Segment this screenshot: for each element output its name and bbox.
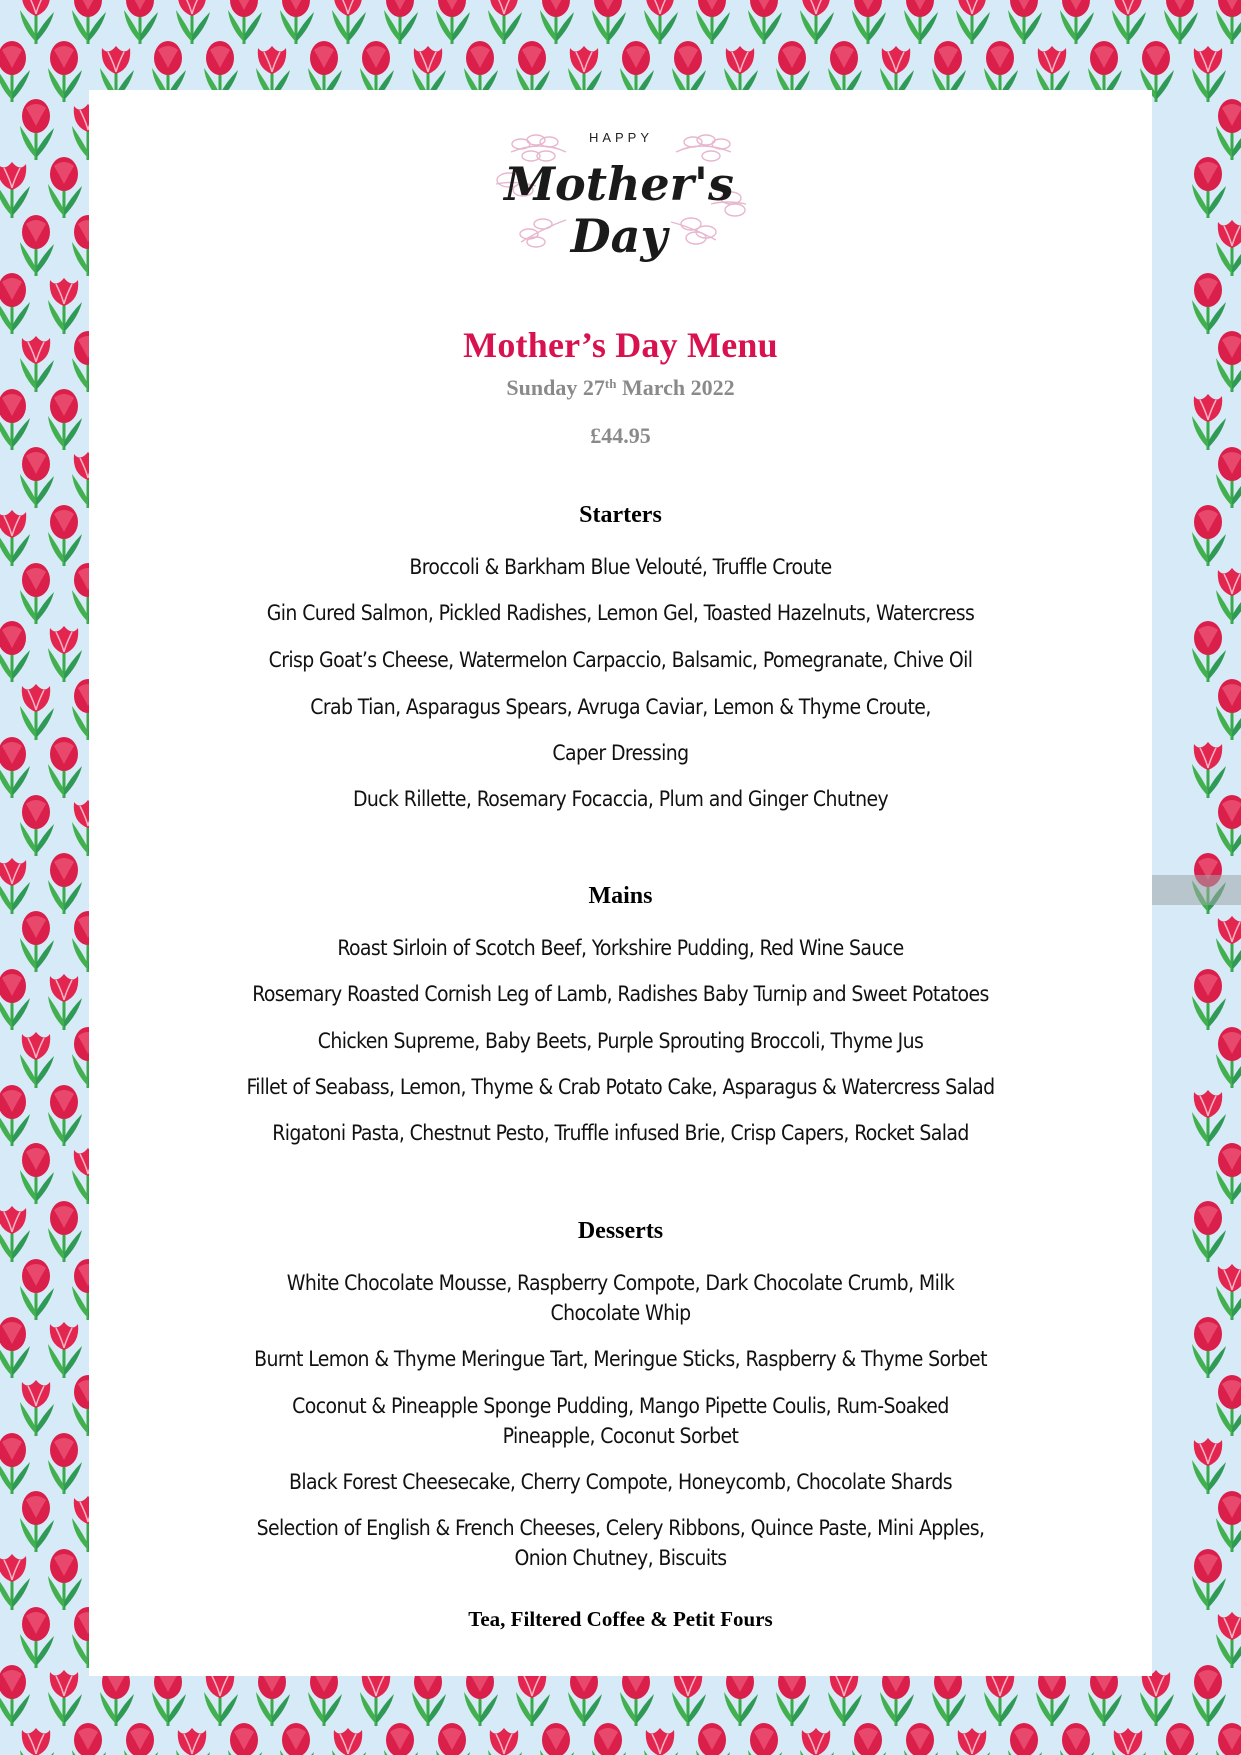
- menu-title: Mother’s Day Menu: [463, 325, 778, 365]
- menu-item: Gin Cured Salmon, Pickled Radishes, Lemon Gel, Toasted Hazelnuts, Watercress: [266, 601, 975, 625]
- tulip-icon: [846, 1720, 890, 1755]
- tulip-icon: [0, 38, 34, 102]
- tulip-icon: [170, 1720, 214, 1755]
- menu-date: Sunday 27th March 2022: [506, 375, 735, 400]
- tulip-icon: [42, 1662, 86, 1726]
- happy-mothers-day-logo: [491, 112, 751, 282]
- tulip-icon: [378, 1720, 422, 1755]
- menu-item: Burnt Lemon & Thyme Meringue Tart, Meringue Sticks, Raspberry & Thyme Sorbet: [254, 1347, 987, 1371]
- menu-item: Fillet of Seabass, Lemon, Thyme & Crab Potato Cake, Asparagus & Watercress Salad: [246, 1075, 995, 1099]
- tulip-icon: [0, 1662, 34, 1726]
- tulip-icon: [1186, 38, 1230, 102]
- tulip-icon: [1210, 444, 1241, 508]
- svg-text:Mother's: Mother's: [504, 157, 734, 211]
- menu-item: Duck Rillette, Rosemary Focaccia, Plum and Ginger Chutney: [352, 787, 889, 811]
- menu-item: Onion Chutney, Biscuits: [514, 1546, 727, 1570]
- menu-item: Crisp Goat’s Cheese, Watermelon Carpaccio, Balsamic, Pomegranate, Chive Oil: [268, 648, 973, 672]
- tulip-icon: [1002, 1720, 1046, 1755]
- tulip-icon: [274, 1720, 318, 1755]
- tulip-icon: [794, 1720, 838, 1755]
- tulip-icon: [14, 1140, 58, 1204]
- menu-item: Caper Dressing: [552, 741, 689, 765]
- section-heading-mains: Mains: [588, 883, 653, 909]
- menu-item: White Chocolate Mousse, Raspberry Compote, Dark Chocolate Crumb, Milk: [286, 1271, 955, 1295]
- tulip-icon: [638, 1720, 682, 1755]
- tulip-icon: [14, 1720, 58, 1755]
- tulip-icon: [1158, 1720, 1202, 1755]
- menu-item: Rosemary Roasted Cornish Leg of Lamb, Radishes Baby Turnip and Sweet Potatoes: [252, 982, 989, 1006]
- tulip-icon: [950, 1720, 994, 1755]
- tulip-icon: [118, 1720, 162, 1755]
- menu-item: Black Forest Cheesecake, Cherry Compote, Honeycomb, Chocolate Shards: [289, 1470, 952, 1494]
- section-heading-starters: Starters: [579, 502, 662, 528]
- menu-price: £44.95: [590, 423, 651, 448]
- svg-text:Day: Day: [570, 209, 668, 263]
- tulip-icon: [1054, 1720, 1098, 1755]
- tulip-icon: [482, 1720, 526, 1755]
- tulip-icon: [1210, 96, 1241, 160]
- tulip-icon: [1186, 1662, 1230, 1726]
- menu-item: Selection of English & French Cheeses, Celery Ribbons, Quince Paste, Mini Apples,: [256, 1516, 985, 1540]
- menu-item: Chocolate Whip: [550, 1301, 691, 1325]
- menu-item: Rigatoni Pasta, Chestnut Pesto, Truffle infused Brie, Crisp Capers, Rocket Salad: [272, 1121, 969, 1145]
- menu-item: Coconut & Pineapple Sponge Pudding, Mango Pipette Coulis, Rum-Soaked: [292, 1394, 949, 1418]
- menu-item: Crab Tian, Asparagus Spears, Avruga Caviar, Lemon & Thyme Croute,: [310, 695, 931, 719]
- tulip-icon: [42, 38, 86, 102]
- section-heading-desserts: Desserts: [577, 1218, 664, 1244]
- tulip-icon: [14, 444, 58, 508]
- tulip-icon: [14, 96, 58, 160]
- tulip-icon: [14, 212, 58, 276]
- tulip-icon: [1210, 1140, 1241, 1204]
- tulip-icon: [66, 1720, 110, 1755]
- tulip-icon: [326, 1720, 370, 1755]
- tulip-icon: [586, 1720, 630, 1755]
- tulip-icon: [0, 154, 34, 218]
- tulip-icon: [222, 1720, 266, 1755]
- menu-item: Pineapple, Coconut Sorbet: [502, 1424, 739, 1448]
- menu-item: Chicken Supreme, Baby Beets, Purple Sprouting Broccoli, Thyme Jus: [317, 1029, 924, 1053]
- menu-item: Broccoli & Barkham Blue Velouté, Truffle Croute: [409, 555, 832, 579]
- tulip-icon: [1210, 212, 1241, 276]
- tulip-icon: [1106, 1720, 1150, 1755]
- leaf-decoration-icon: [491, 112, 751, 282]
- tulip-icon: [898, 1720, 942, 1755]
- menu-item: Roast Sirloin of Scotch Beef, Yorkshire Pudding, Red Wine Sauce: [337, 936, 904, 960]
- svg-text:HAPPY: HAPPY: [588, 130, 654, 145]
- tulip-icon: [742, 1720, 786, 1755]
- tulip-icon: [534, 1720, 578, 1755]
- tulip-icon: [1210, 1720, 1241, 1755]
- tulip-icon: [42, 154, 86, 218]
- tulip-icon: [430, 1720, 474, 1755]
- tulip-icon: [1186, 154, 1230, 218]
- menu-footer: Tea, Filtered Coffee & Petit Fours: [468, 1607, 773, 1631]
- tulip-icon: [690, 1720, 734, 1755]
